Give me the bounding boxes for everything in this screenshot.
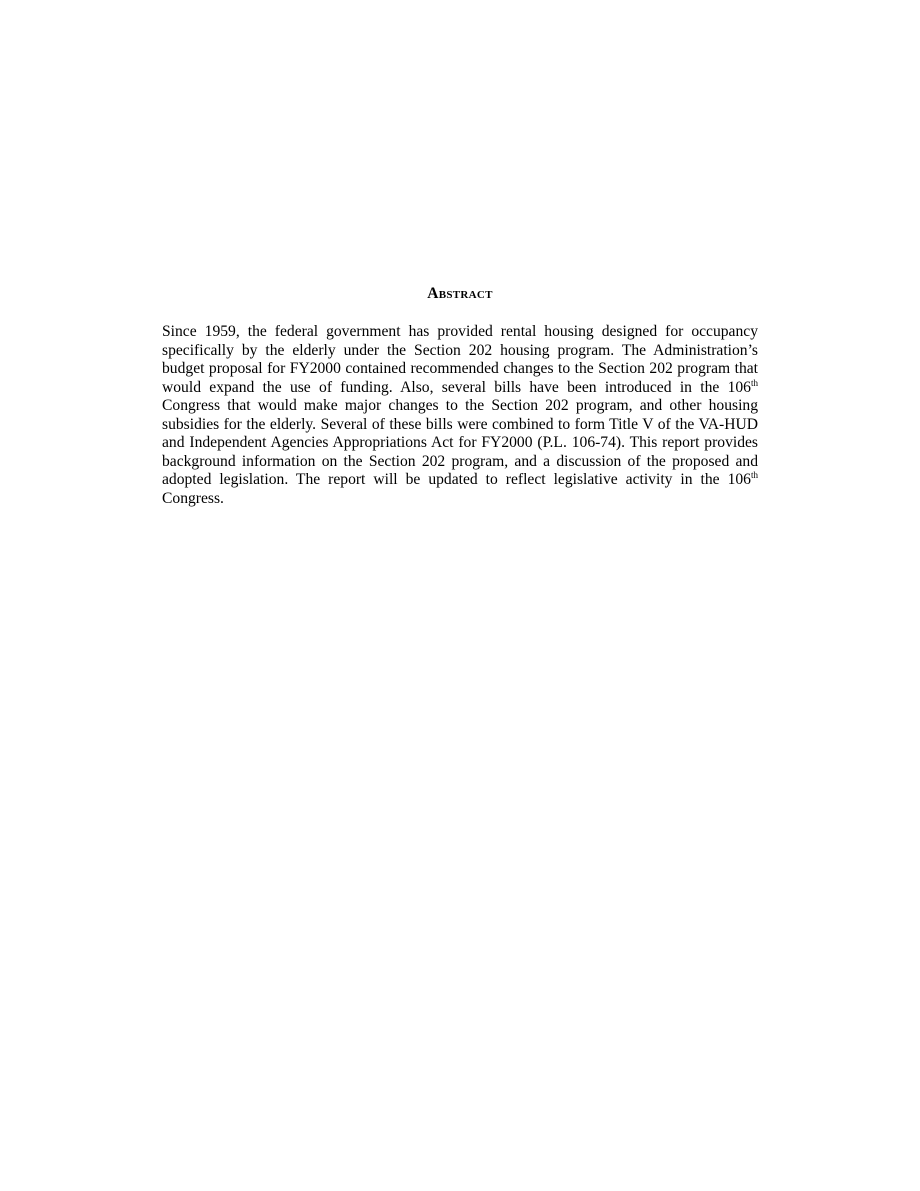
superscript-th-2: th (750, 470, 758, 480)
abstract-heading: Abstract (427, 285, 493, 302)
abstract-text-part-3: Congress. (162, 489, 224, 507)
abstract-text-part-2: Congress that would make major changes to the Section 202 program, and other housing subsidies for the elderly. Several of these bills were combined to form Title V of the VA-HUD and Independent Agencies Appropriations Act for FY2000 (P.L. 106-74). This report provides background information on the Section 202 program, and a discussion of the proposed and adopted legislation. The report will be updated to reflect legislative activity in the 106 (162, 397, 758, 488)
abstract-paragraph (162, 323, 758, 508)
abstract-text-part-1: Since 1959, the federal government has provided rental housing designed for occupancy specifically by the elderly under the Section 202 housing program. The Administration’s budget proposal for FY2000 contained recommended changes to the Section 202 program that would expand the use of funding. Also, several bills have been introduced in the 106 (162, 323, 758, 396)
superscript-th-1: th (750, 377, 758, 388)
